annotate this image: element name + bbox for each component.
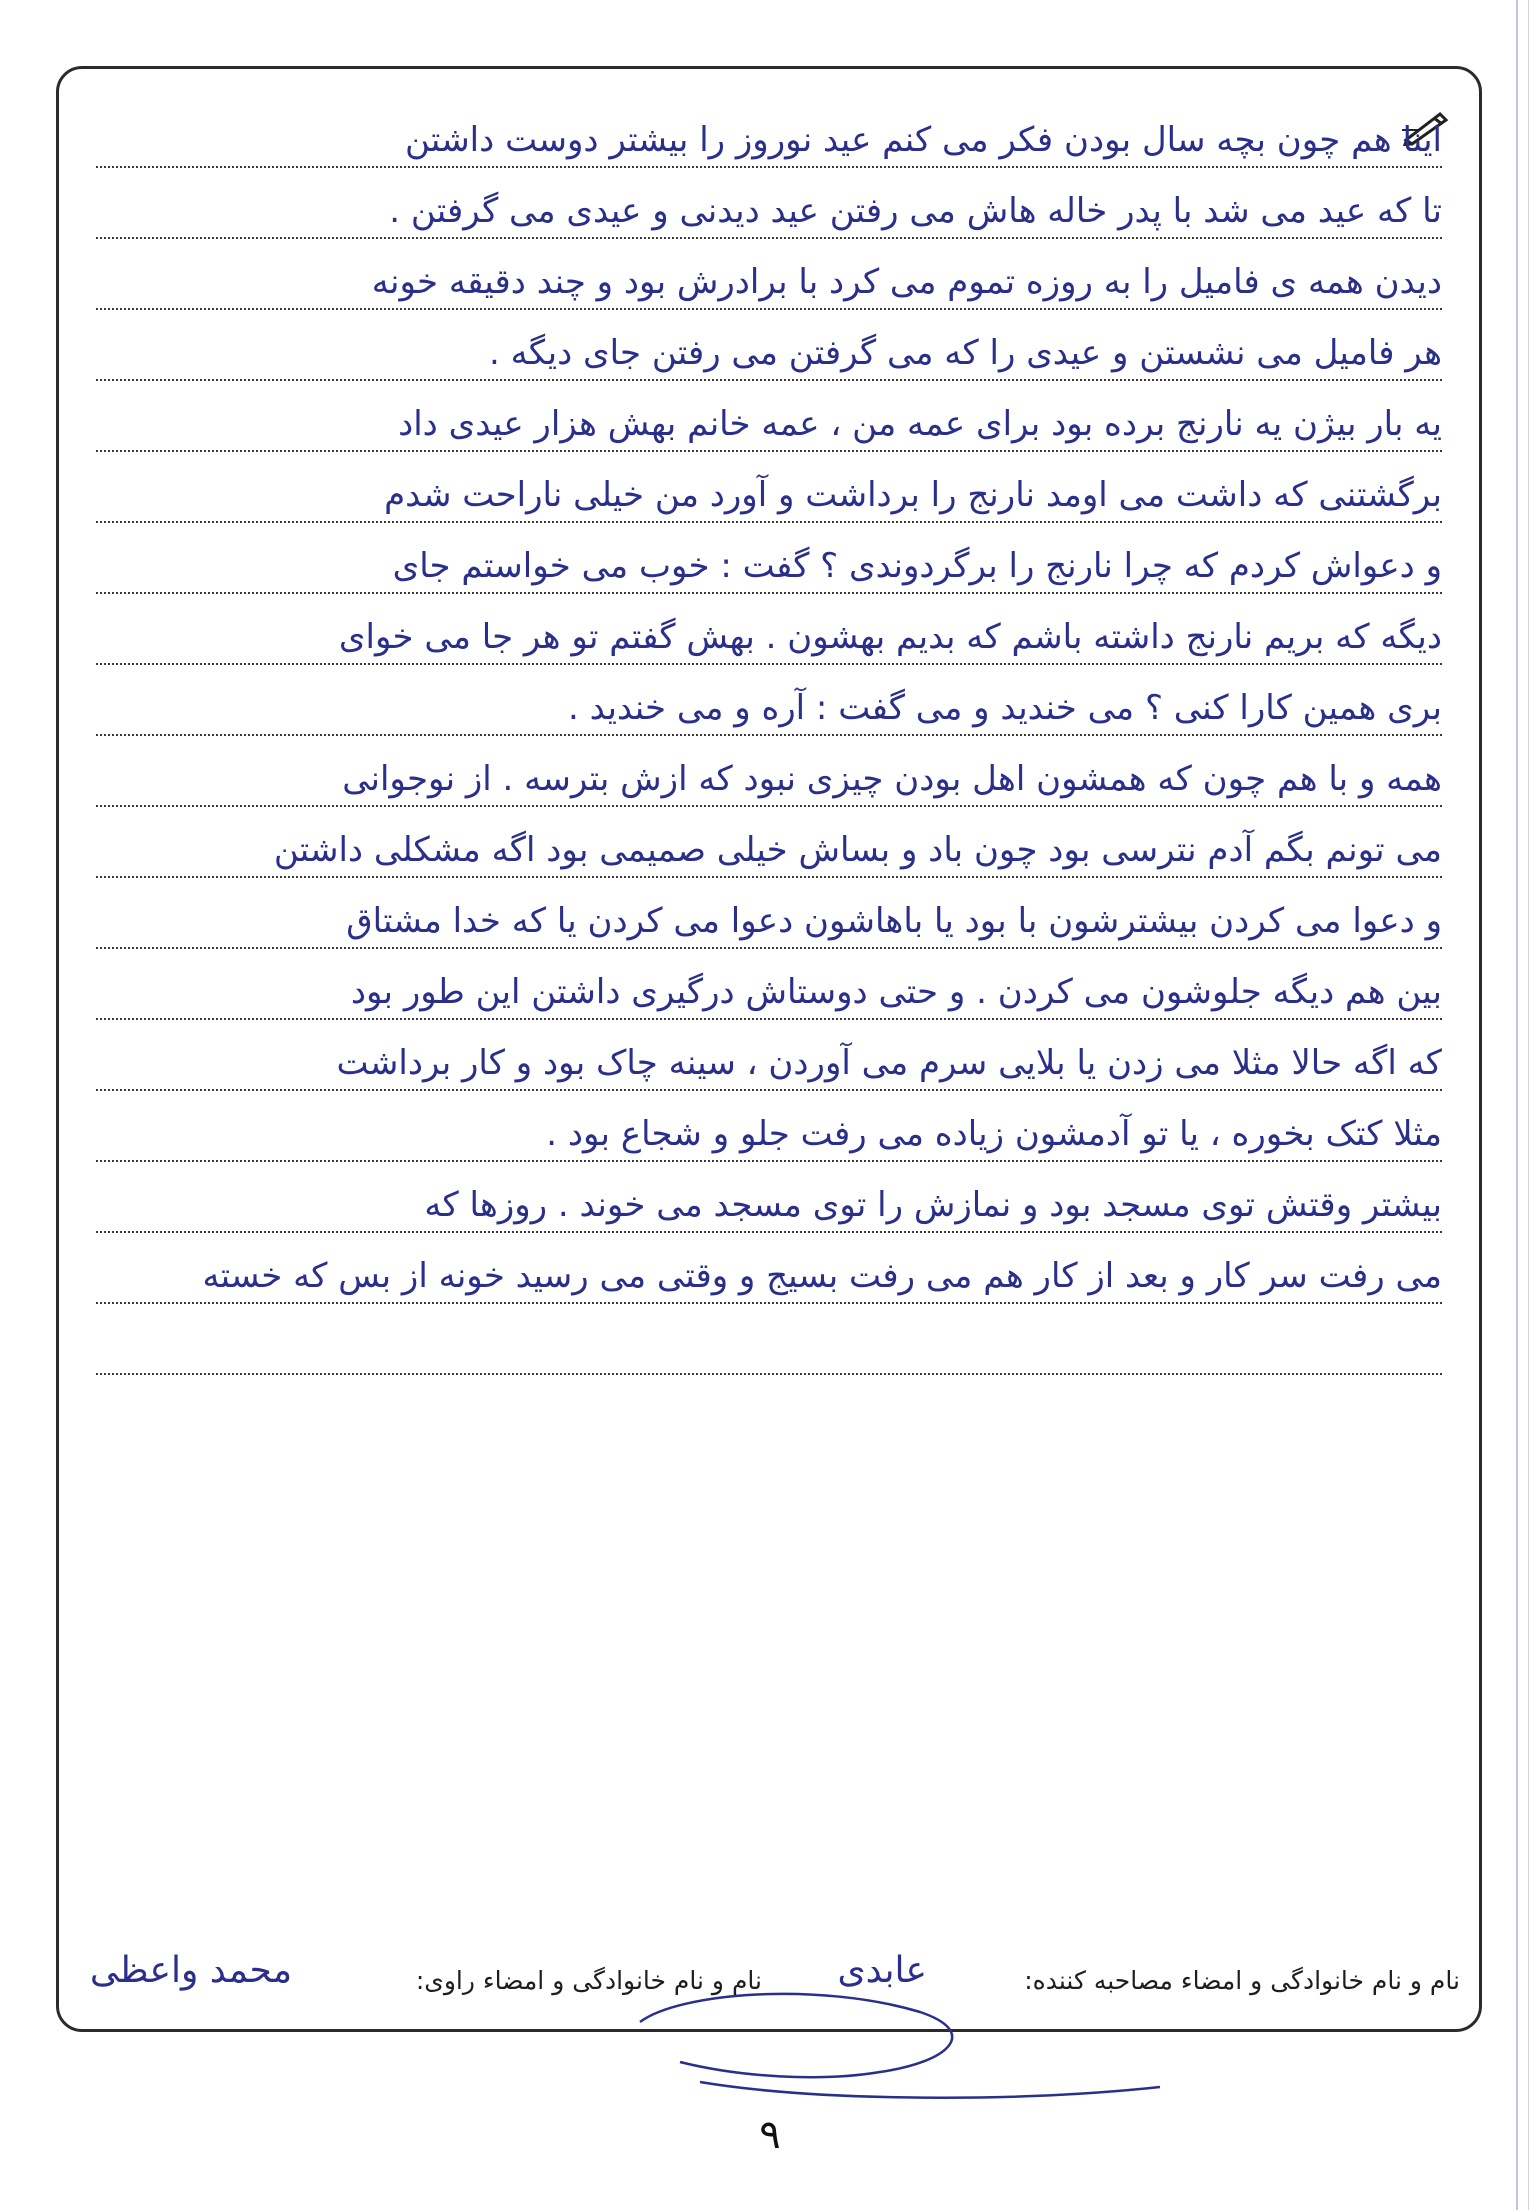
interviewer-signature: عابدی <box>837 1950 927 1991</box>
handwritten-line: بری همین کارا کنی ؟ می خندید و می گفت : آره و می خندید . <box>96 658 1442 748</box>
handwritten-line: برگشتنی که داشت می اومد نارنج را برداشت و آورد من خیلی ناراحت شدم <box>96 445 1442 535</box>
handwritten-line: هر فامیل می نشستن و عیدی را که می گرفتن می رفتن جای دیگه . <box>96 303 1442 393</box>
signature-footer <box>56 1946 1482 2016</box>
handwritten-line: بیشتر وقتش توی مسجد بود و نمازش را توی مسجد می خوند . روزها که <box>96 1155 1442 1245</box>
margin-rule-secondary <box>1528 0 1529 2210</box>
page-number: ۹ <box>759 2112 781 2158</box>
handwritten-line <box>96 1297 1442 1387</box>
handwritten-line: مثلا کتک بخوره ، یا تو آدمشون زیاده می رفت جلو و شجاع بود . <box>96 1084 1442 1174</box>
handwritten-line: و دعوا می کردن بیشترشون با بود یا باهاشون دعوا می کردن یا که خدا مشتاق <box>96 871 1442 961</box>
handwritten-line: دیگه که بریم نارنج داشته باشم که بدیم بهشون . بهش گفتم تو هر جا می خوای <box>96 587 1442 677</box>
handwritten-line: دیدن همه ی فامیل را به روزه تموم می کرد با برادرش بود و چند دقیقه خونه <box>96 232 1442 322</box>
narrator-label: نام و نام خانوادگی و امضاء راوی: <box>415 1966 762 1995</box>
handwritten-line: که اگه حالا مثلا می زدن یا بلایی سرم می آوردن ، سینه چاک بود و کار برداشت <box>96 1013 1442 1103</box>
margin-rule <box>1516 0 1518 2210</box>
handwritten-line: همه و با هم چون که همشون اهل بودن چیزی نبود که ازش بترسه . از نوجوانی <box>96 729 1442 819</box>
handwritten-line: و دعواش کردم که چرا نارنج را برگردوندی ؟ گفت : خوب می خواستم جای <box>96 516 1442 606</box>
handwritten-line: تا که عید می شد با پدر خاله هاش می رفتن عید دیدنی و عیدی می گرفتن . <box>96 161 1442 251</box>
handwritten-line: می تونم بگم آدم نترسی بود چون باد و بساش خیلی صمیمی بود اگه مشکلی داشتن <box>96 800 1442 890</box>
narrator-signature: محمد واعظی <box>89 1950 292 1991</box>
interviewer-label: نام و نام خانوادگی و امضاء مصاحبه کننده: <box>1024 1966 1460 1995</box>
handwritten-line: بین هم دیگه جلوشون می کردن . و حتی دوستاش درگیری داشتن این طور بود <box>96 942 1442 1032</box>
handwritten-line: یه بار بیژن یه نارنج برده بود برای عمه من ، عمه خانم بهش هزار عیدی داد <box>96 374 1442 464</box>
handwritten-line: می رفت سر کار و بعد از کار هم می رفت بسیج و وقتی می رسید خونه از بس که خسته <box>96 1226 1442 1316</box>
handwritten-line: اینا هم چون بچه سال بودن فکر می کنم عید نوروز را بیشتر دوست داشتن <box>96 90 1442 180</box>
